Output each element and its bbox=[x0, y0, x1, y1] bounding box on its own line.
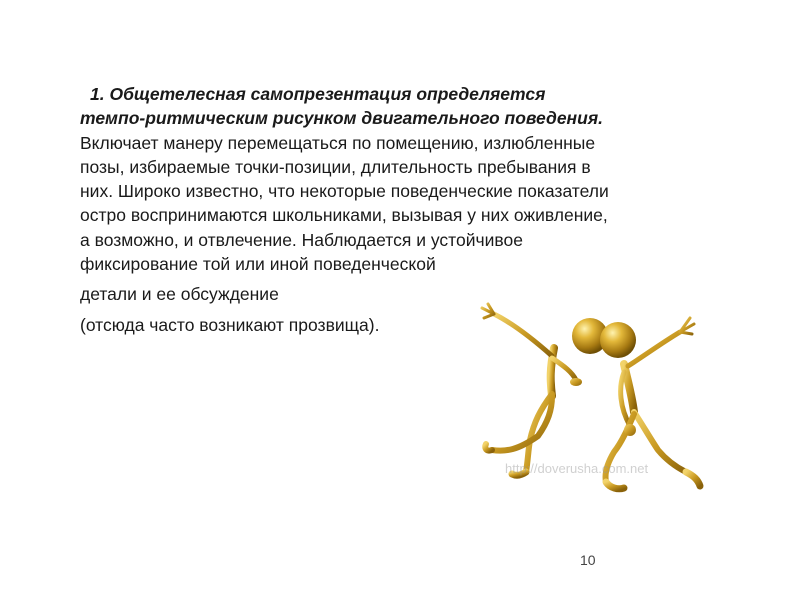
tail-line: (отсюда часто возникают прозвища). bbox=[80, 314, 380, 335]
body-line: а возможно, и отвлечение. Наблюдается и устойчивое bbox=[80, 229, 523, 250]
body-line: фиксирование той или иной поведенческой bbox=[80, 254, 436, 275]
tail-line: детали и ее обсуждение bbox=[80, 284, 279, 305]
heading bbox=[80, 82, 770, 131]
watermark: http://doverusha.com.net bbox=[505, 461, 649, 476]
page-number: 10 bbox=[580, 552, 596, 568]
dancing-figures-icon bbox=[472, 300, 742, 510]
heading-line-2: темпо-ритмическим рисунком двигательного поведения. bbox=[80, 108, 603, 129]
body-line: остро воспринимаются школьниками, вызывая у них оживление, bbox=[80, 205, 608, 226]
body-line: позы, избираемые точки-позиции, длительность пребывания в bbox=[80, 156, 591, 177]
slide-text bbox=[80, 82, 770, 337]
heading-line-1: 1. Общетелесная самопрезентация определяется bbox=[90, 84, 546, 104]
body-line: Включает манеру перемещаться по помещению, излюбленные bbox=[80, 132, 596, 153]
body-line: них. Широко известно, что некоторые поведенческие показатели bbox=[80, 181, 609, 202]
